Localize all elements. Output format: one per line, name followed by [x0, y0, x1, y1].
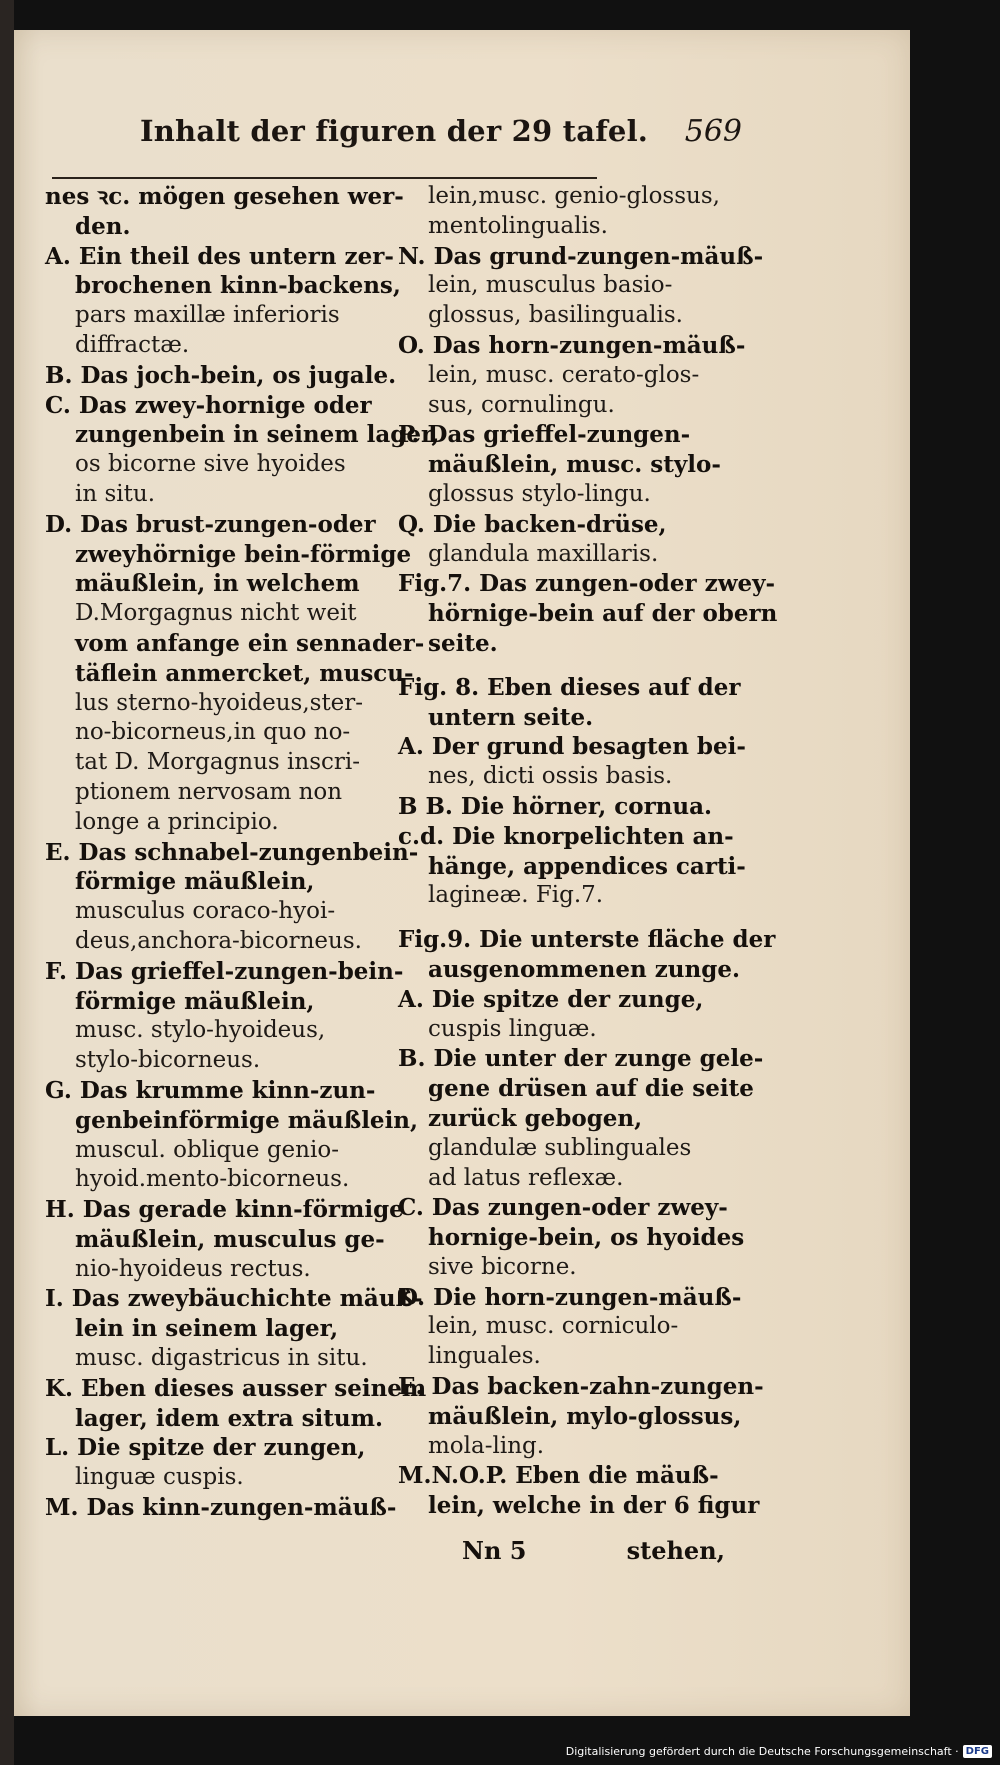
left-column [45, 182, 440, 1523]
catchword: stehen, [626, 1536, 725, 1565]
text-line: H. Das gerade kinn-förmige [45, 1196, 404, 1224]
text-line: hyoid.mento-bicorneus. [75, 1166, 350, 1193]
text-line: nes, dicti ossis basis. [428, 763, 673, 790]
text-line: stylo-bicorneus. [75, 1047, 261, 1074]
running-header [122, 110, 742, 158]
text-line: musculus coraco-hyoi- [75, 898, 336, 925]
text-line: O. Das horn-zungen-mäuß- [398, 331, 746, 359]
text-line: ad latus reflexæ. [428, 1164, 624, 1191]
text-line: D.Morgagnus nicht weit [75, 600, 357, 627]
text-line: P. Das grieffel-zungen- [398, 421, 691, 449]
text-line: nes ꝛc. mögen gesehen wer- [45, 183, 404, 210]
text-line: lein, welche in der 6 figur [428, 1492, 760, 1520]
text-line: glossus, basilingualis. [428, 302, 683, 329]
text-line: mentolingualis. [428, 212, 608, 239]
text-line: F. Das grieffel-zungen-bein- [45, 957, 404, 985]
text-line: musc. stylo-hyoideus, [75, 1017, 326, 1044]
text-line: zweyhörnige bein-förmige [75, 540, 412, 568]
text-line: I. Das zweybäuchichte mäuß- [45, 1285, 423, 1313]
text-line: B. Das joch-bein, os jugale. [45, 361, 397, 389]
text-line: musc. digastricus in situ. [75, 1345, 368, 1372]
text-line: in situ. [75, 480, 156, 507]
digitization-footer [566, 1743, 992, 1759]
text-line: mäußlein, in welchem [75, 570, 360, 598]
catchline [440, 1536, 740, 1566]
text-line: mäußlein, musculus ge- [75, 1225, 385, 1253]
text-line: lus sterno-hyoideus,ster- [75, 689, 364, 716]
text-line: os bicorne sive hyoides [75, 451, 346, 478]
text-line: N. Das grund-zungen-mäuß- [398, 242, 764, 270]
text-line: A. Der grund besagten bei- [398, 733, 746, 761]
text-line: mola-ling. [428, 1432, 545, 1459]
text-line: G. Das krumme kinn-zun- [45, 1076, 376, 1104]
text-line: vom anfange ein sennader- [75, 629, 425, 657]
text-line: muscul. oblique genio- [75, 1136, 339, 1163]
text-line: zungenbein in seinem lager, [75, 421, 440, 449]
text-line: sus, cornulingu. [428, 391, 615, 418]
text-line: deus,anchora-bicorneus. [75, 927, 362, 954]
text-line: pars maxillæ inferioris [75, 302, 340, 329]
scan-edge [0, 0, 14, 1765]
text-line: hornige-bein, os hyoides [428, 1224, 745, 1252]
text-line: glandulæ sublinguales [428, 1134, 692, 1161]
text-line: zurück gebogen, [428, 1104, 643, 1132]
text-line: sive bicorne. [428, 1253, 577, 1280]
text-line: E. Das schnabel-zungenbein- [45, 838, 419, 866]
text-line: c.d. Die knorpelichten an- [398, 822, 734, 850]
text-line: C. Das zungen-oder zwey- [398, 1194, 728, 1222]
text-line: genbeinförmige mäußlein, [75, 1106, 419, 1134]
text-line: A. Ein theil des untern zer- [45, 242, 394, 270]
text-line: linguales. [428, 1343, 541, 1370]
text-line: nio-hyoideus rectus. [75, 1255, 311, 1282]
text-line: lein,musc. genio-glossus, [428, 183, 720, 209]
text-line: lagineæ. Fig.7. [428, 882, 604, 909]
header-title: Inhalt der figuren der 29 tafel. [140, 114, 649, 148]
text-line: ausgenommenen zunge. [428, 955, 740, 983]
text-line: A. Die spitze der zunge, [398, 985, 704, 1013]
text-line: diffractæ. [75, 331, 190, 358]
text-line: lager, idem extra situm. [75, 1404, 383, 1432]
text-line: L. Die spitze der zungen, [45, 1434, 366, 1462]
text-line: cuspis linguæ. [428, 1015, 597, 1042]
text-line: Fig.9. Die unterste fläche der [398, 926, 776, 954]
text-line: lein in seinem lager, [75, 1315, 339, 1343]
text-line: mäußlein, mylo-glossus, [428, 1402, 742, 1430]
dfg-logo-icon: DFG [963, 1745, 992, 1758]
text-line: glandula maxillaris. [428, 540, 659, 567]
text-line: mäußlein, musc. stylo- [428, 451, 721, 479]
text-line: E. Das backen-zahn-zungen- [398, 1373, 764, 1401]
text-line: lein, musc. corniculo- [428, 1313, 679, 1340]
text-line: B B. Die hörner, cornua. [398, 792, 713, 820]
text-line: no-bicorneus,in quo no- [75, 719, 351, 746]
page-number: 569 [684, 114, 742, 149]
text-line: hörnige-bein auf der obern [428, 600, 778, 628]
text-line: Q. Die backen-drüse, [398, 510, 667, 538]
text-line: Fig. 8. Eben dieses auf der [398, 673, 741, 701]
text-line: den. [75, 212, 131, 240]
text-line: D. Die horn-zungen-mäuß- [398, 1283, 742, 1311]
header-rule [52, 177, 597, 179]
footer-credit: Digitalisierung gefördert durch die Deutsche Forschungsgemeinschaft · [565, 1744, 959, 1758]
text-line: seite. [428, 629, 498, 657]
text-line: lein, musculus basio- [428, 272, 673, 299]
text-line: M. Das kinn-zungen-mäuß- [45, 1494, 397, 1522]
text-line: gene drüsen auf die seite [428, 1075, 754, 1103]
text-line: lein, musc. cerato-glos- [428, 361, 700, 388]
text-line: tat D. Morgagnus inscri- [75, 749, 361, 776]
text-line: untern seite. [428, 703, 594, 731]
text-line: ptionem nervosam non [75, 778, 343, 805]
text-line: K. Eben dieses ausser seinem [45, 1374, 427, 1402]
signature-mark: Nn 5 [462, 1536, 527, 1565]
text-line: M.N.O.P. Eben die mäuß- [398, 1462, 719, 1490]
text-line: Fig.7. Das zungen-oder zwey- [398, 570, 776, 598]
text-line: C. Das zwey-hornige oder [45, 391, 372, 419]
text-line: täflein anmercket, muscu- [75, 659, 414, 687]
text-line: B. Die unter der zunge gele- [398, 1045, 764, 1073]
text-line: förmige mäußlein, [75, 987, 315, 1015]
text-line: hänge, appendices carti- [428, 852, 746, 880]
right-column [398, 182, 778, 1521]
text-line: D. Das brust-zungen-oder [45, 510, 376, 538]
text-line: förmige mäußlein, [75, 868, 315, 896]
text-line: glossus stylo-lingu. [428, 480, 651, 507]
text-line: linguæ cuspis. [75, 1464, 244, 1491]
text-line: brochenen kinn-backens, [75, 272, 401, 300]
text-line: longe a principio. [75, 808, 279, 835]
